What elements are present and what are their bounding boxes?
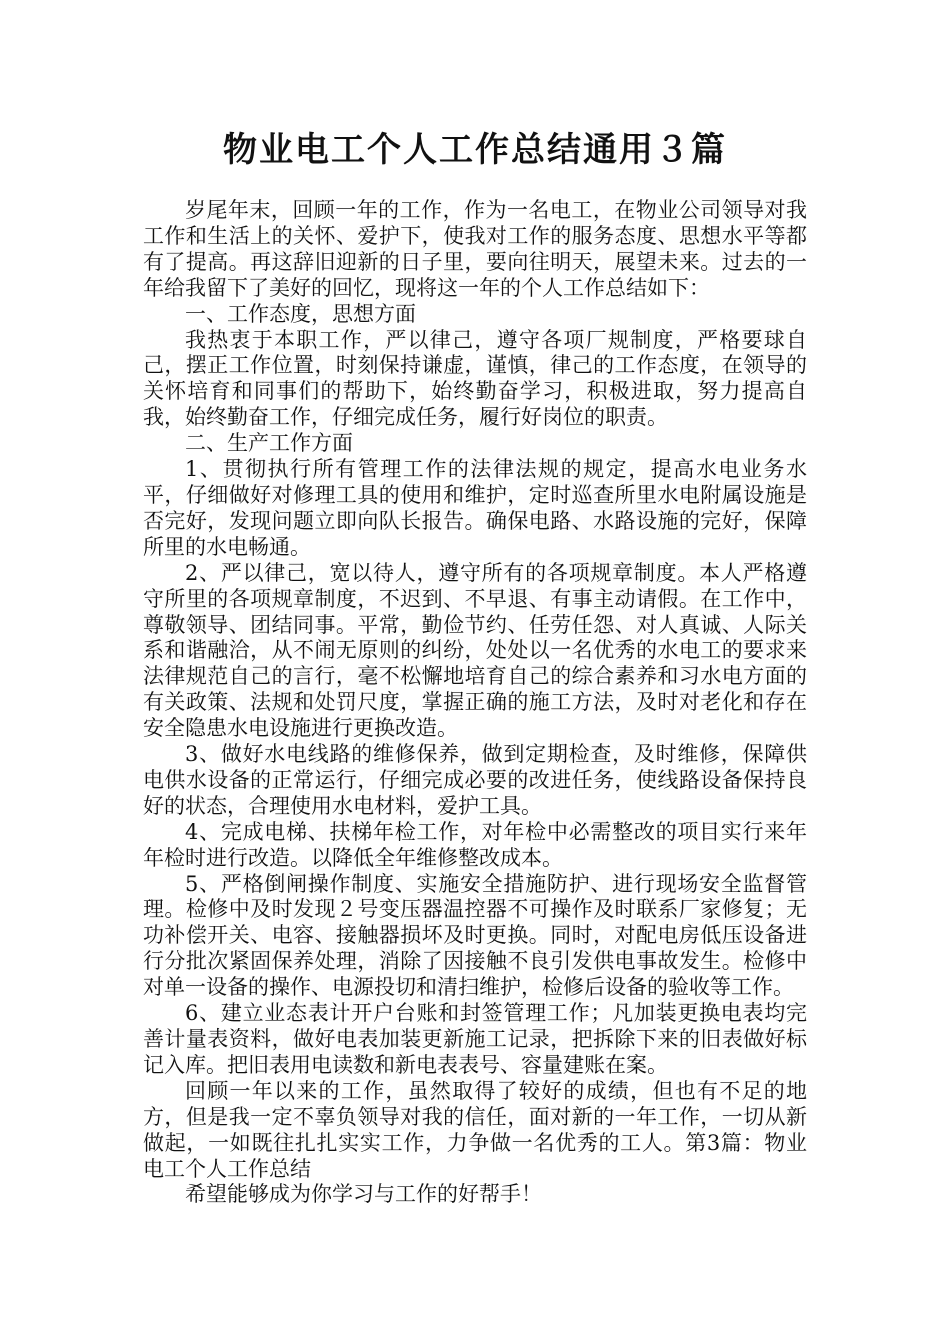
paragraph-item-2: 2、严以律己，宽以待人，遵守所有的各项规章制度。本人严格遵守所里的各项规章制度，不迟到、不早退、有事主动请假。在工作中，尊敬领导、团结同事。平常，勤俭节约、任劳任怨、对人真诚、人际关系和谐融洽，从不闹无原则的纠纷，处处以一名优秀的水电工的要求来法律规范自己的言行，毫不松懈地培育自己的综合素养和习水电方面的有关政策、法规和处罚尺度，掌握正确的施工方法，及时对老化和存在安全隐患水电设施进行更换改造。 [143,560,807,741]
paragraph-attitude: 我热衷于本职工作，严以律己，遵守各项厂规制度，严格要球自己，摆正工作位置，时刻保持谦虚，谨慎，律己的工作态度，在领导的关怀培育和同事们的帮助下，始终勤奋学习，积极进取，努力提高自我，始终勤奋工作，仔细完成任务，履行好岗位的职责。 [143,327,807,430]
document-body [143,198,807,1208]
paragraph-item-1: 1、贯彻执行所有管理工作的法律法规的规定，提高水电业务水平，仔细做好对修理工具的使用和维护，定时巡查所里水电附属设施是否完好，发现问题立即向队长报告。确保电路、水路设施的完好，保障所里的水电畅通。 [143,457,807,559]
paragraph-item-3: 3、做好水电线路的维修保养，做到定期检查，及时维修，保障供电供水设备的正常运行，仔细完成必要的改进任务，使线路设备保持良好的状态，合理使用水电材料，爱护工具。 [143,742,807,818]
paragraph-item-4: 4、完成电梯、扶梯年检工作，对年检中必需整改的项目实行来年年检时进行改造。以降低全年维修整改成本。 [143,819,807,870]
section-heading-production: 二、生产工作方面 [185,431,353,456]
document-title: 物业电工个人工作总结通用３篇 [223,130,727,170]
paragraph-closing: 希望能够成为你学习与工作的好帮手！ [185,1182,542,1207]
paragraph-item-6: 6、建立业态表计开户台账和封签管理工作；凡加装更换电表均完善计量表资料，做好电表加装更新施工记录，把拆除下来的旧表做好标记入库。把旧表用电读数和新电表表号、容量建账在案。 [143,1001,807,1077]
paragraph-item-5: 5、严格倒闸操作制度、实施安全措施防护、进行现场安全监督管理。检修中及时发现２号变压器温控器不可操作及时联系厂家修复；无功补偿开关、电容、接触器损坏及时更换。同时，对配电房低压设备进行分批次紧固保养处理，消除了因接触不良引发供电事故发生。检修中对单一设备的操作、电源投切和清扫维护，检修后设备的验收等工作。 [143,871,807,1000]
paragraph-intro: 岁尾年末，回顾一年的工作，作为一名电工，在物业公司领导对我工作和生活上的关怀、爱护下，使我对工作的服务态度、思想水平等都有了提高。再这辞旧迎新的日子里，要向往明天，展望未来。过去的一年给我留下了美好的回忆，现将这一年的个人工作总结如下： [143,198,807,300]
paragraph-review: 回顾一年以来的工作，虽然取得了较好的成绩，但也有不足的地方，但是我一定不辜负领导对我的信任，面对新的一年工作，一切从新做起，一如既往扎扎实实工作，力争做一名优秀的工人。第3篇：物业电工个人工作总结 [143,1078,807,1181]
section-heading-attitude: 一、工作态度，思想方面 [185,301,416,326]
